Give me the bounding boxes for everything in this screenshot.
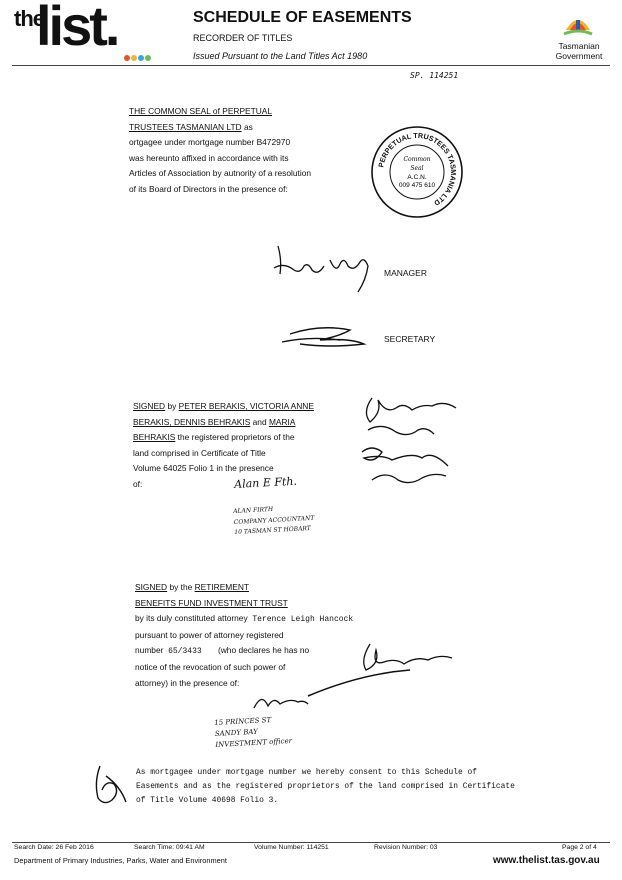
trust-clause-line bbox=[135, 580, 353, 596]
act-reference: Issued Pursuant to the Land Titles Act 1980 bbox=[193, 51, 368, 61]
revision-number: Revision Number: 03 bbox=[374, 844, 438, 851]
website-link[interactable]: www.thelist.tas.gov.au bbox=[493, 855, 600, 866]
seal-text: as bbox=[241, 121, 253, 132]
clause-text: the registered proprietors of the bbox=[175, 432, 295, 443]
proprietors-clause-line: of: bbox=[133, 478, 143, 489]
seal-clause-line: was hereunto affixed in accordance with its bbox=[129, 152, 289, 163]
common-seal-stamp bbox=[370, 125, 464, 219]
witness-suburb: SANDY BAY bbox=[214, 727, 258, 738]
clause-text: by bbox=[165, 401, 179, 411]
tasmanian-emblem-icon bbox=[558, 6, 598, 38]
trust-clause-line bbox=[135, 611, 353, 628]
witness-name: ALAN FIRTH bbox=[233, 505, 274, 515]
proprietors-clause-line: land comprised in Certificate of Title bbox=[133, 447, 266, 458]
clause-text: by the bbox=[167, 582, 195, 592]
signed-word: SIGNED bbox=[133, 401, 166, 411]
footer-divider bbox=[12, 842, 610, 843]
header-divider bbox=[12, 65, 610, 66]
trust-witness-signature bbox=[250, 690, 310, 714]
department-name: Department of Primary Industries, Parks, Water and Environment bbox=[14, 856, 227, 865]
trust-name: BENEFITS FUND INVESTMENT TRUST bbox=[135, 597, 288, 608]
seal-center-text: Seal bbox=[410, 165, 424, 172]
seal-center-text: Common bbox=[403, 156, 431, 163]
logo-dot bbox=[145, 55, 151, 61]
document-title: SCHEDULE OF EASEMENTS bbox=[193, 9, 412, 26]
search-time: Search Time: 09:41 AM bbox=[134, 844, 205, 851]
clause-text: (who declares he has no bbox=[217, 645, 310, 656]
consent-clause bbox=[136, 766, 515, 807]
seal-clause-line bbox=[129, 104, 311, 120]
logo-dots bbox=[124, 48, 152, 66]
witness-occupation: INVESTMENT officer bbox=[215, 736, 293, 749]
trust-witness-details bbox=[214, 714, 292, 751]
proprietor-names: BEHRAKIS bbox=[133, 432, 176, 443]
search-date: Search Date: 26 Feb 2016 bbox=[14, 844, 94, 851]
seal-text: THE COMMON SEAL of bbox=[129, 106, 223, 116]
seal-center-text: A.C.N. bbox=[407, 174, 427, 181]
witness-address: 15 PRINCES ST bbox=[214, 716, 272, 727]
power-of-attorney-number: 65/3433 bbox=[168, 647, 202, 657]
document-subtitle: RECORDER OF TITLES bbox=[193, 33, 293, 43]
consent-line: Easements and as the registered proprietors of the land comprised in Certificate bbox=[136, 781, 515, 791]
plan-reference: SP. 114251 bbox=[410, 71, 459, 80]
page-number: Page 2 of 4 bbox=[562, 844, 597, 851]
witness-details bbox=[233, 503, 315, 539]
volume-number: Volume Number: 114251 bbox=[254, 844, 329, 851]
witness-address: 10 TASMAN ST HOBART bbox=[234, 524, 312, 536]
company-name: PERPETUAL bbox=[222, 106, 273, 116]
proprietor-names: PETER BERAKIS, VICTORIA ANNE bbox=[178, 401, 314, 411]
clause-text: by its duly constituted attorney bbox=[135, 613, 248, 624]
logo-list: list. bbox=[36, 0, 118, 57]
witness-signature: Alan E Fth. bbox=[233, 474, 298, 491]
trust-clause-line: pursuant to power of attorney registered bbox=[135, 629, 284, 640]
seal-center-text: 009 475 610 bbox=[398, 182, 436, 189]
attorney-name: Terence Leigh Hancock bbox=[252, 615, 354, 625]
logo-dot bbox=[138, 55, 144, 61]
trust-clause-line: notice of the revocation of such power of bbox=[135, 661, 286, 672]
manager-label: MANAGER bbox=[384, 268, 427, 278]
consent-signature bbox=[86, 762, 130, 810]
trust-clause-line: attorney) in the presence of: bbox=[135, 677, 240, 688]
proprietor-signatures bbox=[352, 392, 472, 492]
consent-line: As mortgagee under mortgage number we hereby consent to this Schedule of bbox=[136, 768, 477, 777]
seal-clause-line: Articles of Association by autnority of a resolution bbox=[129, 168, 312, 179]
proprietor-names: BERAKIS, DENNIS BEHRAKIS bbox=[133, 416, 251, 427]
seal-ring-text: PERPETUAL TRUSTEES TASMANIA LTD bbox=[376, 130, 459, 208]
witness-occupation: COMPANY ACCOUNTANT bbox=[233, 514, 315, 526]
logo-the: the bbox=[14, 6, 44, 31]
proprietors-clause-line bbox=[133, 399, 314, 415]
signed-word: SIGNED bbox=[135, 582, 168, 592]
seal-clause bbox=[129, 104, 311, 198]
consent-line: of Title Volume 40698 Folio 3. bbox=[136, 795, 279, 805]
government-name bbox=[548, 41, 610, 61]
seal-clause-line: ortgagee under mortgage number B472970 bbox=[129, 137, 291, 148]
seal-clause-line bbox=[129, 120, 311, 136]
proprietors-clause-line bbox=[133, 430, 314, 446]
clause-text: number bbox=[135, 645, 164, 656]
government-name-line2: Government bbox=[555, 51, 603, 61]
proprietor-names: MARIA bbox=[268, 416, 296, 427]
proprietors-clause-line bbox=[133, 415, 314, 431]
company-name: TRUSTEES TASMANIAN LTD bbox=[129, 121, 242, 132]
manager-signature bbox=[270, 240, 380, 300]
government-name-line1: Tasmanian bbox=[558, 41, 600, 51]
clause-text: and bbox=[250, 416, 269, 427]
logo-dot bbox=[124, 55, 130, 61]
logo-dot bbox=[131, 55, 137, 61]
proprietors-clause-line: Volume 64025 Folio 1 in the presence bbox=[133, 463, 274, 474]
secretary-signature bbox=[280, 322, 380, 350]
secretary-label: SECRETARY bbox=[384, 334, 436, 344]
trust-name: RETIREMENT bbox=[194, 582, 250, 592]
attorney-signature bbox=[300, 640, 460, 700]
seal-clause-line: of its Board of Directors in the presence of: bbox=[129, 183, 288, 194]
